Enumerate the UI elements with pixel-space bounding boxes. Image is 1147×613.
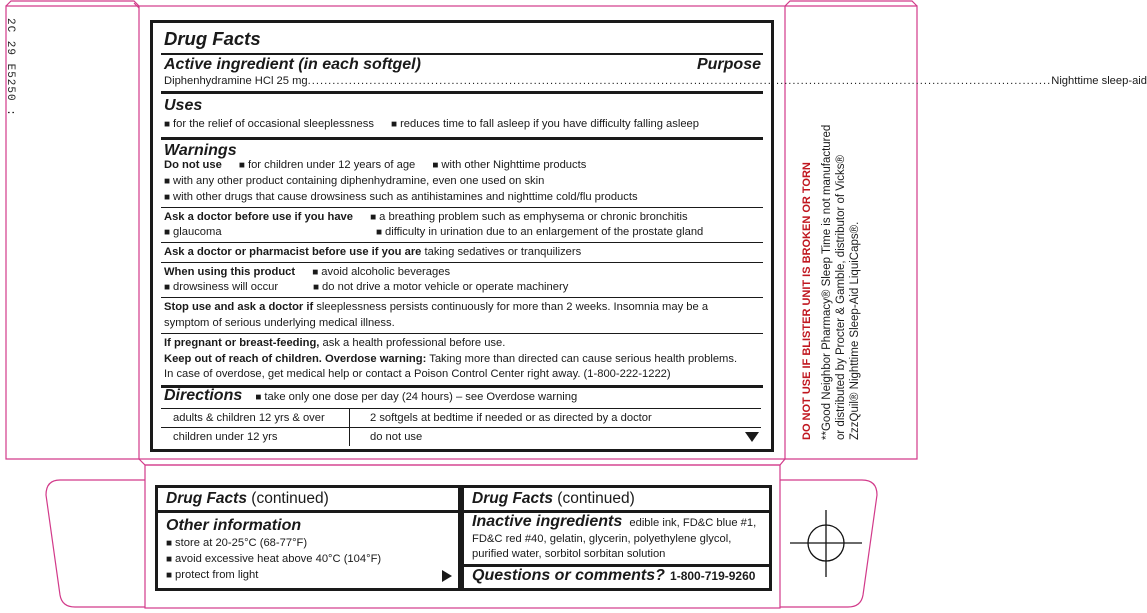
warning-item: a breathing problem such as emphysema or chronic bronchitis — [379, 211, 688, 223]
left-side-flap — [6, 6, 139, 459]
warning-item: avoid alcoholic beverages — [321, 266, 451, 278]
pregnant-text: ask a health professional before use. — [322, 337, 506, 349]
warning-item: with other drugs that cause drowsiness such as antihistamines and nighttime cold/flu products — [173, 191, 638, 203]
directions-who: adults & children 12 yrs & over — [161, 409, 350, 428]
continued-label: (continued) — [251, 490, 329, 507]
lot-code: 2C 29 E5250 : — [4, 18, 16, 117]
ingredient-purpose: Nighttime sleep-aid — [1051, 75, 1147, 87]
bottom-left-tuck — [46, 480, 145, 607]
other-info-heading: Other information — [166, 517, 302, 534]
registration-mark — [790, 510, 862, 577]
when-using-label: When using this product — [164, 266, 296, 278]
inactive-text-3: purified water, sorbitol sorbitan solution — [472, 548, 666, 560]
inactive-text-2: FD&C red #40, gelatin, glycerin, polyethylene glycol, — [472, 533, 732, 545]
stop-use-text: sleeplessness persists continuously for more than 2 weeks. Insomnia may be a — [316, 301, 709, 313]
side-panel-text — [800, 120, 870, 440]
continued-label: (continued) — [557, 490, 635, 507]
overdose-text: In case of overdose, get medical help or contact a Poison Control Center right away. (1-800-222-1222) — [164, 368, 671, 380]
phone-number: 1-800-719-9260 — [670, 569, 756, 583]
directions-table — [161, 408, 761, 446]
table-row — [161, 409, 761, 428]
uses-heading: Uses — [164, 97, 203, 114]
directions-section: Directions ■ take only one dose per day (24 hours) – see Overdose warning adults & children 12 yrs & over 2 softgels at bedtime if needed or as directed by a doctor children under 12 yrs do not use — [161, 388, 763, 446]
inactive-heading: Inactive ingredients — [472, 513, 623, 530]
ask-pharmacist-text: taking sedatives or tranquilizers — [424, 246, 582, 258]
drug-facts-title: Drug Facts — [164, 28, 261, 49]
continue-down-arrow-icon — [745, 432, 759, 442]
do-not-use-label: Do not use — [164, 159, 222, 171]
other-info-item: protect from light — [175, 569, 259, 581]
warning-item: for children under 12 years of age — [247, 159, 416, 171]
use-item: for the relief of occasional sleeplessness — [173, 118, 374, 130]
stop-use-label: Stop use and ask a doctor if — [164, 301, 314, 313]
warning-item: drowsiness will occur — [173, 281, 279, 293]
warning-item: with other Nighttime products — [441, 159, 587, 171]
panel-title: Drug Facts — [166, 490, 247, 507]
uses-list: ■ for the relief of occasional sleeplessness ■ reduces time to fall asleep if you have difficulty falling asleep — [164, 118, 699, 130]
pregnant-label: If pregnant or breast-feeding, — [164, 337, 320, 349]
directions-note: take only one dose per day (24 hours) – see Overdose warning — [264, 391, 578, 403]
other-info-item: store at 20-25°C (68-77°F) — [175, 537, 308, 549]
warning-item: difficulty in urination due to an enlargement of the prostate gland — [385, 226, 704, 238]
ask-doctor-label: Ask a doctor before use if you have — [164, 211, 353, 223]
ingredient-name: Diphenhydramine HCl 25 mg — [164, 75, 308, 87]
active-ingredient-section — [161, 23, 1147, 94]
panel-title: Drug Facts — [472, 490, 553, 507]
blister-warning: DO NOT USE IF BLISTER UNIT IS BROKEN OR TORN — [801, 162, 813, 440]
drug-facts-continued-left: Drug Facts (continued) Other information ■ store at 20-25°C (68-77°F) ■ avoid excessive heat above 40°C (104°F) ■ protect from light — [155, 485, 461, 591]
warning-item: with any other product containing diphenhydramine, even one used on skin — [173, 175, 545, 187]
other-info-item: avoid excessive heat above 40°C (104°F) — [175, 553, 382, 565]
warning-item: glaucoma — [173, 226, 222, 238]
keep-out-label: Keep out of reach of children. Overdose warning: — [164, 353, 427, 365]
questions-heading: Questions or comments? — [472, 567, 665, 584]
warning-item: do not drive a motor vehicle or operate machinery — [322, 281, 569, 293]
stop-use-text-2: symptom of serious underlying medical illness. — [164, 317, 395, 329]
warnings-heading: Warnings — [164, 142, 237, 159]
purpose-heading: Purpose — [696, 56, 761, 73]
active-ingredient-heading: Active ingredient (in each softgel) — [164, 56, 421, 73]
directions-dose: do not use — [350, 428, 762, 447]
directions-who: children under 12 yrs — [161, 428, 350, 447]
trademark-note: **Good Neighbor Pharmacy® Sleep Time is not manufactured or distributed by Procter & Gamble, distributor of Vicks® ZzzQuil® Nighttime Sleep-Aid LiquiCaps®. — [821, 124, 861, 440]
drug-facts-continued-right — [461, 485, 772, 591]
ask-pharmacist-label: Ask a doctor or pharmacist before use if you are — [164, 246, 422, 258]
directions-heading: Directions — [164, 387, 243, 404]
continue-right-arrow-icon — [442, 570, 452, 582]
table-row — [161, 428, 761, 447]
warnings-section: Warnings Do not use ■ for children under 12 years of age ■ with other Nighttime products ■ with any other product containing diphenhydramine, even one used on skin ■ with other drugs that cause drowsiness such as antihistamines and nighttime cold/flu products Ask a doctor before use if you have ■ a breathing problem such as emphysema or chronic bronchitis ■ glaucoma ■ difficulty in urination due to an enlargement of the prostate gland Ask a doctor or pharmacist before use if you are taking sedatives or tranquilizers When using this product ■ avoid alcoholic beverages ■ drowsiness will occur ■ do not drive a motor vehicle or operate machinery Stop use and ask a doctor if sleeplessness persists continuously for more than 2 weeks. Insomnia may be a symptom of serious underlying medical illness. If pregnant or breast-feeding, ask a health professional before use. Keep out of reach of children. Overdose warning: Taking more than directed can cause serious health problems. In case of overdose, get medical help or contact a Poison Control Center right away. (1-800-222-1222) — [161, 140, 763, 388]
uses-section — [161, 94, 763, 140]
use-item: reduces time to fall asleep if you have difficulty falling asleep — [400, 118, 699, 130]
leader-dots: ..................................................................................................................................................................................... — [307, 75, 1052, 87]
directions-dose: 2 softgels at bedtime if needed or as directed by a doctor — [350, 409, 762, 428]
keep-out-text: Taking more than directed can cause serious health problems. — [429, 353, 738, 365]
inactive-text: edible ink, FD&C blue #1, — [629, 517, 757, 529]
